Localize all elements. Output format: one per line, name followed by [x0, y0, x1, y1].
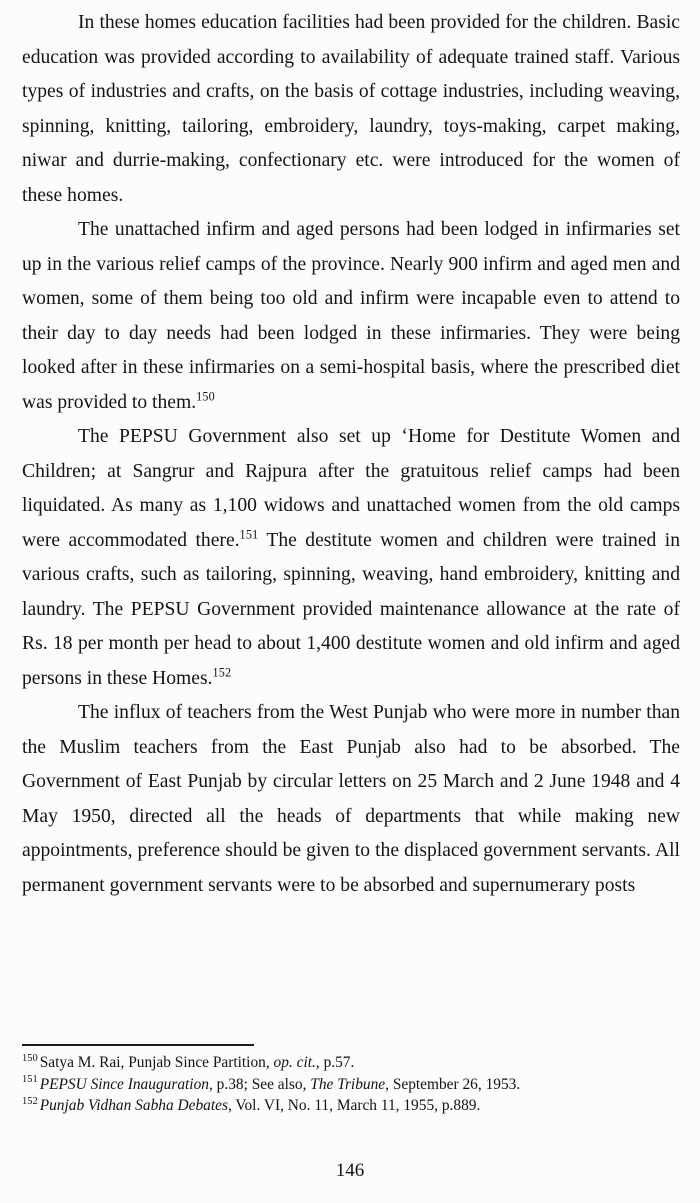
paragraph-pepsu-homes	[22, 420, 680, 696]
footnote-150-part-1: Satya M. Rai, Punjab Since Partition,	[39, 1054, 274, 1071]
footnote-151-part-2: , September 26, 1953.	[385, 1075, 521, 1093]
footnote-entry-151	[22, 1074, 682, 1096]
paragraph-pepsu-homes-segment-2: The destitute women and children were trained in various crafts, such as tailoring, spinning, weaving, hand embroidery, knitting and laundry. The PEPSU Government provided maintenance allowance at the rate of Rs. 18 per month per head to about 1,400 destitute women and old infirm and aged persons in these Homes.	[22, 529, 680, 689]
footnote-entry-150	[22, 1052, 682, 1074]
page-number: 146	[335, 1160, 365, 1181]
footnote-entry-152	[22, 1095, 682, 1117]
paragraph-homes-education-text: In these homes education facilities had been provided for the children. Basic education was provided according to availability of adequate trained staff. Various types of industries and crafts, on the basis of cottage industries, including weaving, spinning, knitting, tailoring, embroidery, laundry, toys-making, carpet making, niwar and durrie-making, confectionary etc. were introduced for the women of these homes.	[22, 12, 680, 206]
paragraph-homes-education	[22, 6, 680, 213]
footnote-number-150: 150	[22, 1052, 38, 1064]
footnote-number-152: 152	[22, 1095, 38, 1107]
footnotes-section	[22, 1052, 682, 1117]
footnote-152-part-1: , Vol. VI, No. 11, March 11, 1955, p.889.	[227, 1097, 481, 1114]
footnote-marker-151[interactable]: 151	[239, 526, 259, 541]
footnote-separator-rule	[22, 1044, 254, 1046]
page-body-text	[22, 6, 680, 903]
footnote-150-italic-1: op. cit.	[273, 1054, 316, 1071]
paragraph-pepsu-homes-segment-1: The PEPSU Government also set up ‘Home for Destitute Women and Children; at Sangrur and Rajpura after the gratuitous relief camps had been liquidated. As many as 1,100 widows and unattached women from the old camps were accommodated there.	[22, 426, 680, 551]
footnote-151-part-1: , p.38; See also,	[208, 1075, 311, 1093]
footnote-152-italic-1: Punjab Vidhan Sabha Debates	[39, 1097, 228, 1114]
footnote-number-151: 151	[22, 1074, 38, 1086]
footnote-150-part-2: , p.57.	[315, 1054, 355, 1071]
footnote-marker-152[interactable]: 152	[212, 664, 232, 679]
footnote-151-italic-2: The Tribune	[310, 1075, 386, 1093]
paragraph-infirmaries	[22, 213, 680, 420]
paragraph-teachers-influx-text: The influx of teachers from the West Punjab who were more in number than the Muslim teachers from the East Punjab also had to be absorbed. The Government of East Punjab by circular letters on 25 March and 2 June 1948 and 4 May 1950, directed all the heads of departments that while making new appointments, preference should be given to the displaced government servants. All permanent government servants were to be absorbed and supernumerary posts	[22, 702, 680, 896]
paragraph-teachers-influx	[22, 696, 680, 903]
footnote-151-italic-1: PEPSU Since Inauguration	[39, 1075, 209, 1093]
footnote-marker-150[interactable]: 150	[196, 388, 215, 403]
paragraph-infirmaries-text: The unattached infirm and aged persons had been lodged in infirmaries set up in the various relief camps of the province. Nearly 900 infirm and aged men and women, some of them being too old and infirm were incapable even to attend to their day to day needs had been lodged in these infirmaries. They were being looked after in these infirmaries on a semi-hospital basis, where the prescribed diet was provided to them.	[22, 219, 680, 413]
